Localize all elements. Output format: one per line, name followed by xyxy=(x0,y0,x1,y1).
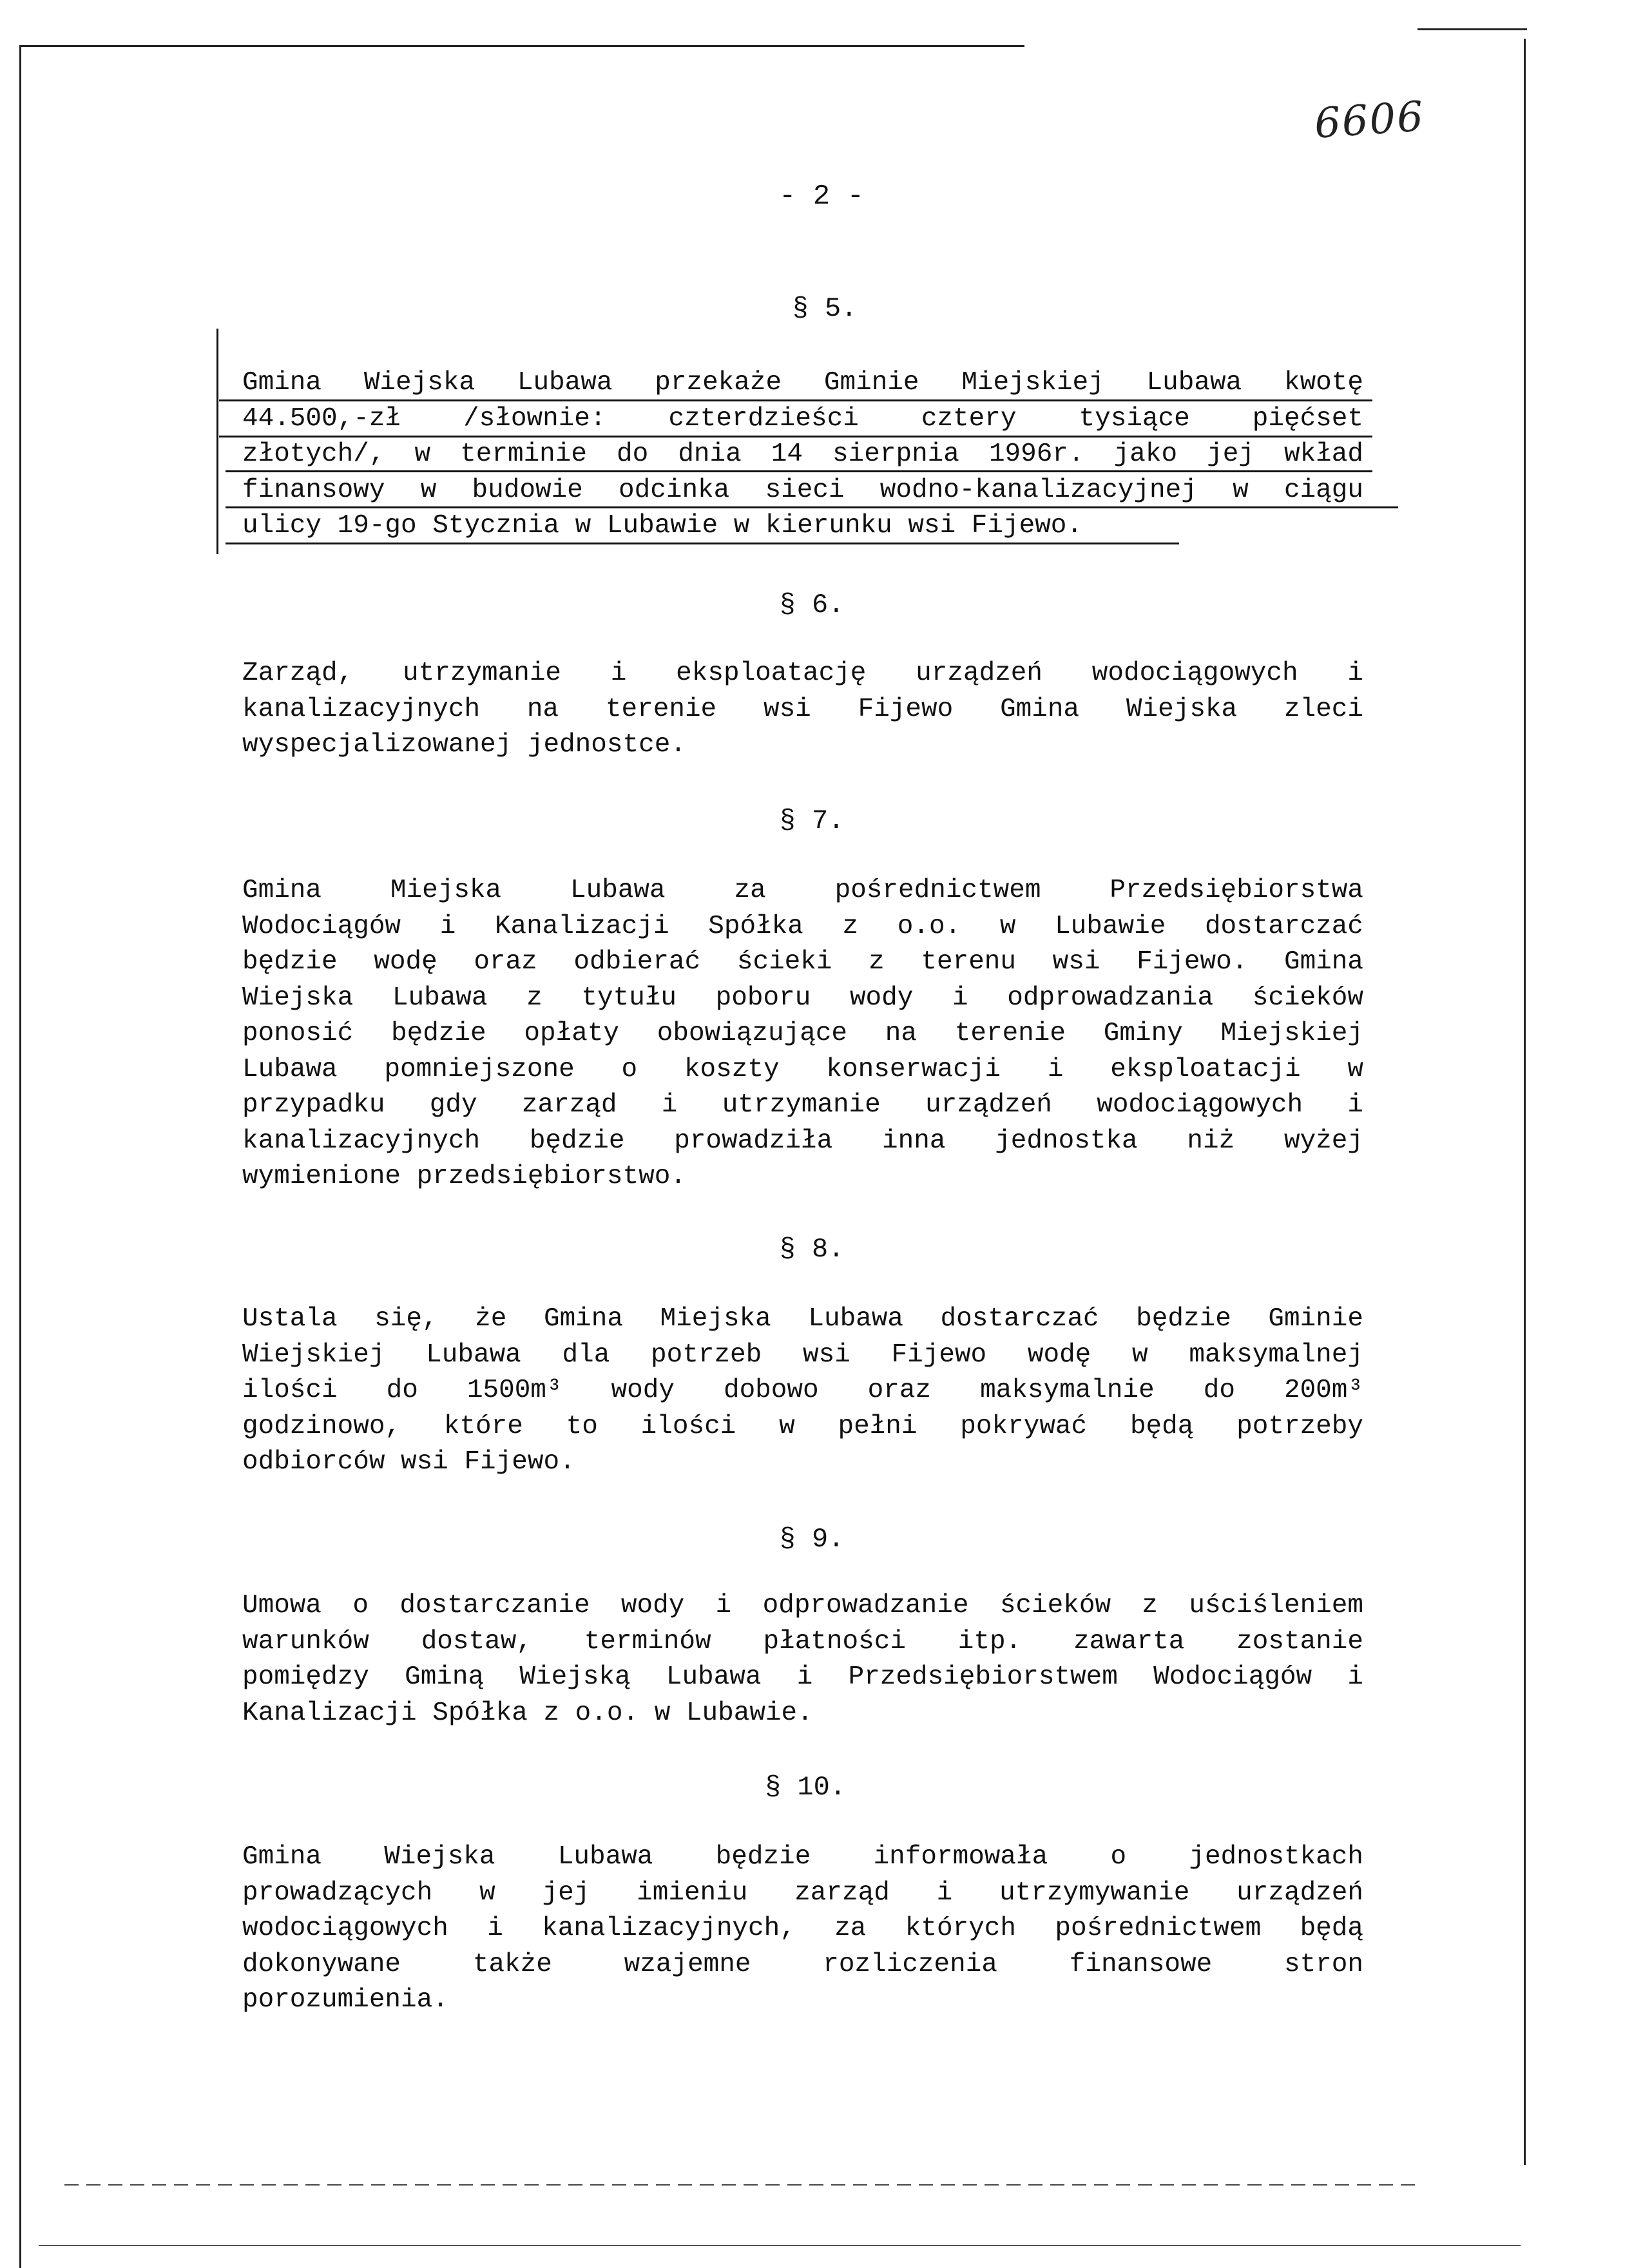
text-line: ponosić będzie opłaty obowiązujące na terenie Gminy Miejskiej xyxy=(242,1019,1363,1048)
text-line: Gmina Wiejska Lubawa będzie informowała o jednostkach xyxy=(242,1842,1363,1872)
text-line: pomiędzy Gminą Wiejską Lubawa i Przedsiębiorstwem Wodociągów i xyxy=(242,1662,1363,1692)
text-line: wyspecjalizowanej jednostce. xyxy=(242,730,686,760)
text-line: warunków dostaw, terminów płatności itp. zawarta zostanie xyxy=(242,1626,1363,1657)
text-line: 44.500,-zł /słownie: czterdzieści cztery tysiące pięćset xyxy=(242,403,1363,434)
text-line: Umowa o dostarczanie wody i odprowadzanie ścieków z uściśleniem xyxy=(242,1591,1363,1620)
section-7-text xyxy=(242,873,1363,1195)
underline-mark xyxy=(219,399,1372,401)
text-line: przypadku gdy zarząd i utrzymanie urządzeń wodociągowych i xyxy=(242,1090,1363,1120)
text-line: kanalizacyjnych na terenie wsi Fijewo Gmina Wiejska zleci xyxy=(242,694,1363,724)
scan-border-bottom xyxy=(39,2245,1521,2246)
text-line: Wodociągów i Kanalizacji Spółka z o.o. w Lubawie dostarczać xyxy=(242,911,1363,941)
text-line: będzie wodę oraz odbierać ścieki z terenu wsi Fijewo. Gmina xyxy=(242,947,1363,977)
underline-mark xyxy=(219,436,1372,437)
scan-dashes-bottom xyxy=(64,2184,1417,2186)
text-line: Gmina Miejska Lubawa za pośrednictwem Przedsiębiorstwa xyxy=(242,876,1363,905)
text-line: Ustala się, że Gmina Miejska Lubawa dostarczać będzie Gminie xyxy=(242,1304,1363,1334)
text-line: wodociągowych i kanalizacyjnych, za których pośrednictwem będą xyxy=(242,1914,1363,1943)
section-6-text xyxy=(242,656,1363,764)
text-line: dokonywane także wzajemne rozliczenia finansowe stron xyxy=(242,1949,1363,1979)
text-line: wymienione przedsiębiorstwo. xyxy=(242,1162,686,1191)
text-line: ulicy 19-go Stycznia w Lubawie w kierunku wsi Fijewo. xyxy=(242,511,1083,541)
text-line: odbiorców wsi Fijewo. xyxy=(242,1447,575,1477)
scan-border-top xyxy=(19,45,1024,47)
section-9-heading: § 9. xyxy=(779,1524,845,1555)
section-10-text xyxy=(242,1840,1363,2019)
text-line: kanalizacyjnych będzie prowadziła inna jednostka niż wyżej xyxy=(242,1126,1363,1156)
section-6-heading: § 6. xyxy=(779,590,845,620)
text-line: godzinowo, które to ilości w pełni pokrywać będą potrzeby xyxy=(242,1411,1363,1441)
section-8-text xyxy=(242,1302,1363,1481)
text-line: porozumienia. xyxy=(242,1985,448,2015)
text-line: Gmina Wiejska Lubawa przekaże Gminie Miejskiej Lubawa kwotę xyxy=(242,368,1363,398)
text-line: Kanalizacji Spółka z o.o. w Lubawie. xyxy=(242,1698,813,1728)
section-10-heading: § 10. xyxy=(764,1772,847,1803)
section-8-heading: § 8. xyxy=(779,1234,845,1265)
text-line: złotych/, w terminie do dnia 14 sierpnia 1996r. jako jej wkład xyxy=(242,439,1363,469)
text-line: prowadzących w jej imieniu zarząd i utrzymywanie urządzeń xyxy=(242,1878,1363,1908)
page-number: - 2 - xyxy=(778,180,865,213)
text-line: Wiejskiej Lubawa dla potrzeb wsi Fijewo wodę w maksymalnej xyxy=(242,1340,1363,1370)
text-line: ilości do 1500m³ wody dobowo oraz maksymalnie do 200m³ xyxy=(242,1376,1363,1405)
section-9-text xyxy=(242,1588,1363,1731)
underline-mark xyxy=(226,470,1372,472)
scan-border-top-right xyxy=(1417,28,1527,30)
underline-mark xyxy=(226,543,1179,544)
text-line: Wiejska Lubawa z tytułu poboru wody i odprowadzania ścieków xyxy=(242,983,1363,1013)
section-7-heading: § 7. xyxy=(779,805,845,836)
section-5-heading: § 5. xyxy=(792,293,858,324)
scan-border-left xyxy=(19,45,21,2268)
text-line: finansowy w budowie odcinka sieci wodno-kanalizacyjnej w ciągu xyxy=(242,475,1363,505)
text-line: Lubawa pomniejszone o koszty konserwacji i eksploatacji w xyxy=(242,1054,1363,1084)
section-5-text xyxy=(242,365,1363,544)
scan-border-right xyxy=(1524,39,1526,2165)
margin-mark xyxy=(216,329,218,554)
handwritten-note: 6606 xyxy=(1312,93,1427,148)
text-line: Zarząd, utrzymanie i eksploatację urządzeń wodociągowych i xyxy=(242,658,1363,688)
underline-mark xyxy=(226,506,1398,508)
